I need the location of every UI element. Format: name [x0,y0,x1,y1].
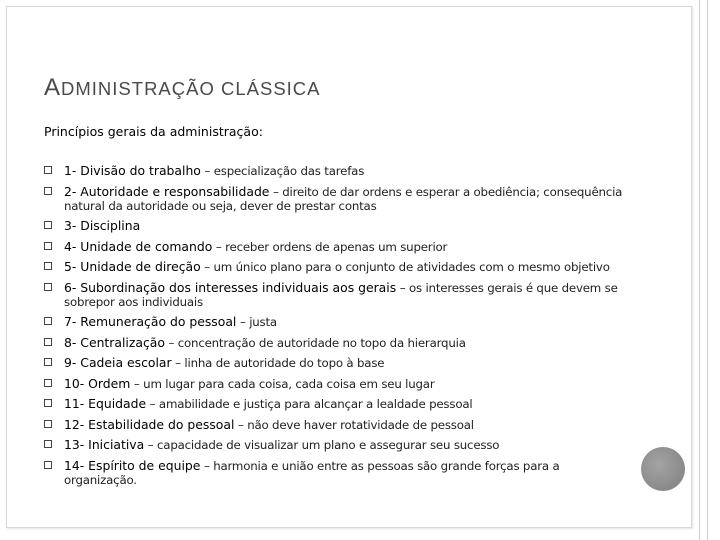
square-bullet-icon [44,187,52,195]
principle-term: 12- Estabilidade do pessoal [64,416,235,432]
principle-term: 9- Cadeia escolar [64,355,172,370]
principles-list [44,164,634,493]
decorative-line [699,0,700,540]
principle-term: 14- Espírito de equipe [64,457,201,473]
square-bullet-icon [44,283,52,291]
principle-description: – um lugar para cada coisa, cada coisa em seu lugar [130,376,435,391]
slide-title [44,74,321,102]
square-bullet-icon [44,420,52,428]
list-item [44,260,634,274]
principle-term: 7- Remuneração do pessoal [64,314,237,329]
square-bullet-icon [44,262,52,270]
principle-term: 13- Iniciativa [64,437,145,452]
principle-term: 2- Autoridade e responsabilidade [64,183,270,199]
decorative-circle [641,447,685,491]
principle-term: 1- Divisão do trabalho [64,163,201,178]
principle-term: 5- Unidade de direção [64,259,201,274]
principle-term: 6- Subordinação dos interesses individuais aos gerais [64,279,397,295]
square-bullet-icon [44,379,52,387]
principle-description: – receber ordens de apenas um superior [212,239,448,254]
list-item [44,315,634,329]
list-item [44,377,634,391]
list-item [44,164,634,178]
list-item [44,219,634,233]
list-item [44,336,634,350]
square-bullet-icon [44,440,52,448]
principle-description: – concentração de autoridade no topo da hierarquia [164,335,466,350]
principle-term: 10- Ordem [64,375,131,391]
principle-term: 3- Disciplina [64,218,141,233]
list-item [44,185,634,213]
principle-description: – justa [236,315,277,329]
principle-description: – especialização das tarefas [200,164,365,178]
principle-description: – direito de dar ordens e esperar a obediência; consequência natural da autoridade ou seja, dever de prestar contas [64,184,623,213]
list-item [44,438,634,452]
principle-description: – amabilidade e justiça para alcançar a lealdade pessoal [146,397,473,411]
list-item [44,356,634,370]
square-bullet-icon [44,399,52,407]
principle-description: – não deve haver rotatividade de pessoal [234,417,474,432]
title-rest: DMINISTRAÇÃO CLÁSSICA [61,78,321,99]
square-bullet-icon [44,317,52,325]
list-item [44,418,634,432]
square-bullet-icon [44,221,52,229]
principle-term: 4- Unidade de comando [64,238,213,254]
square-bullet-icon [44,338,52,346]
principle-description: – linha de autoridade do topo à base [171,356,385,370]
list-item [44,397,634,411]
slide-subtitle: Princípios gerais da administração: [44,124,263,139]
principle-description: – capacidade de visualizar um plano e assegurar seu sucesso [144,438,500,452]
principle-term: 8- Centralização [64,334,165,350]
square-bullet-icon [44,461,52,469]
title-initial: A [44,74,62,101]
square-bullet-icon [44,358,52,366]
decorative-line [707,0,708,540]
list-item [44,240,634,254]
square-bullet-icon [44,242,52,250]
principle-term: 11- Equidade [64,396,147,411]
list-item [44,281,634,309]
square-bullet-icon [44,166,52,174]
principle-description: – harmonia e união entre as pessoas são grande forças para a organização. [64,458,560,487]
principle-description: – os interesses gerais é que devem se sobrepor aos individuais [64,280,618,309]
list-item [44,459,634,487]
principle-description: – um único plano para o conjunto de atividades com o mesmo objetivo [200,260,610,274]
